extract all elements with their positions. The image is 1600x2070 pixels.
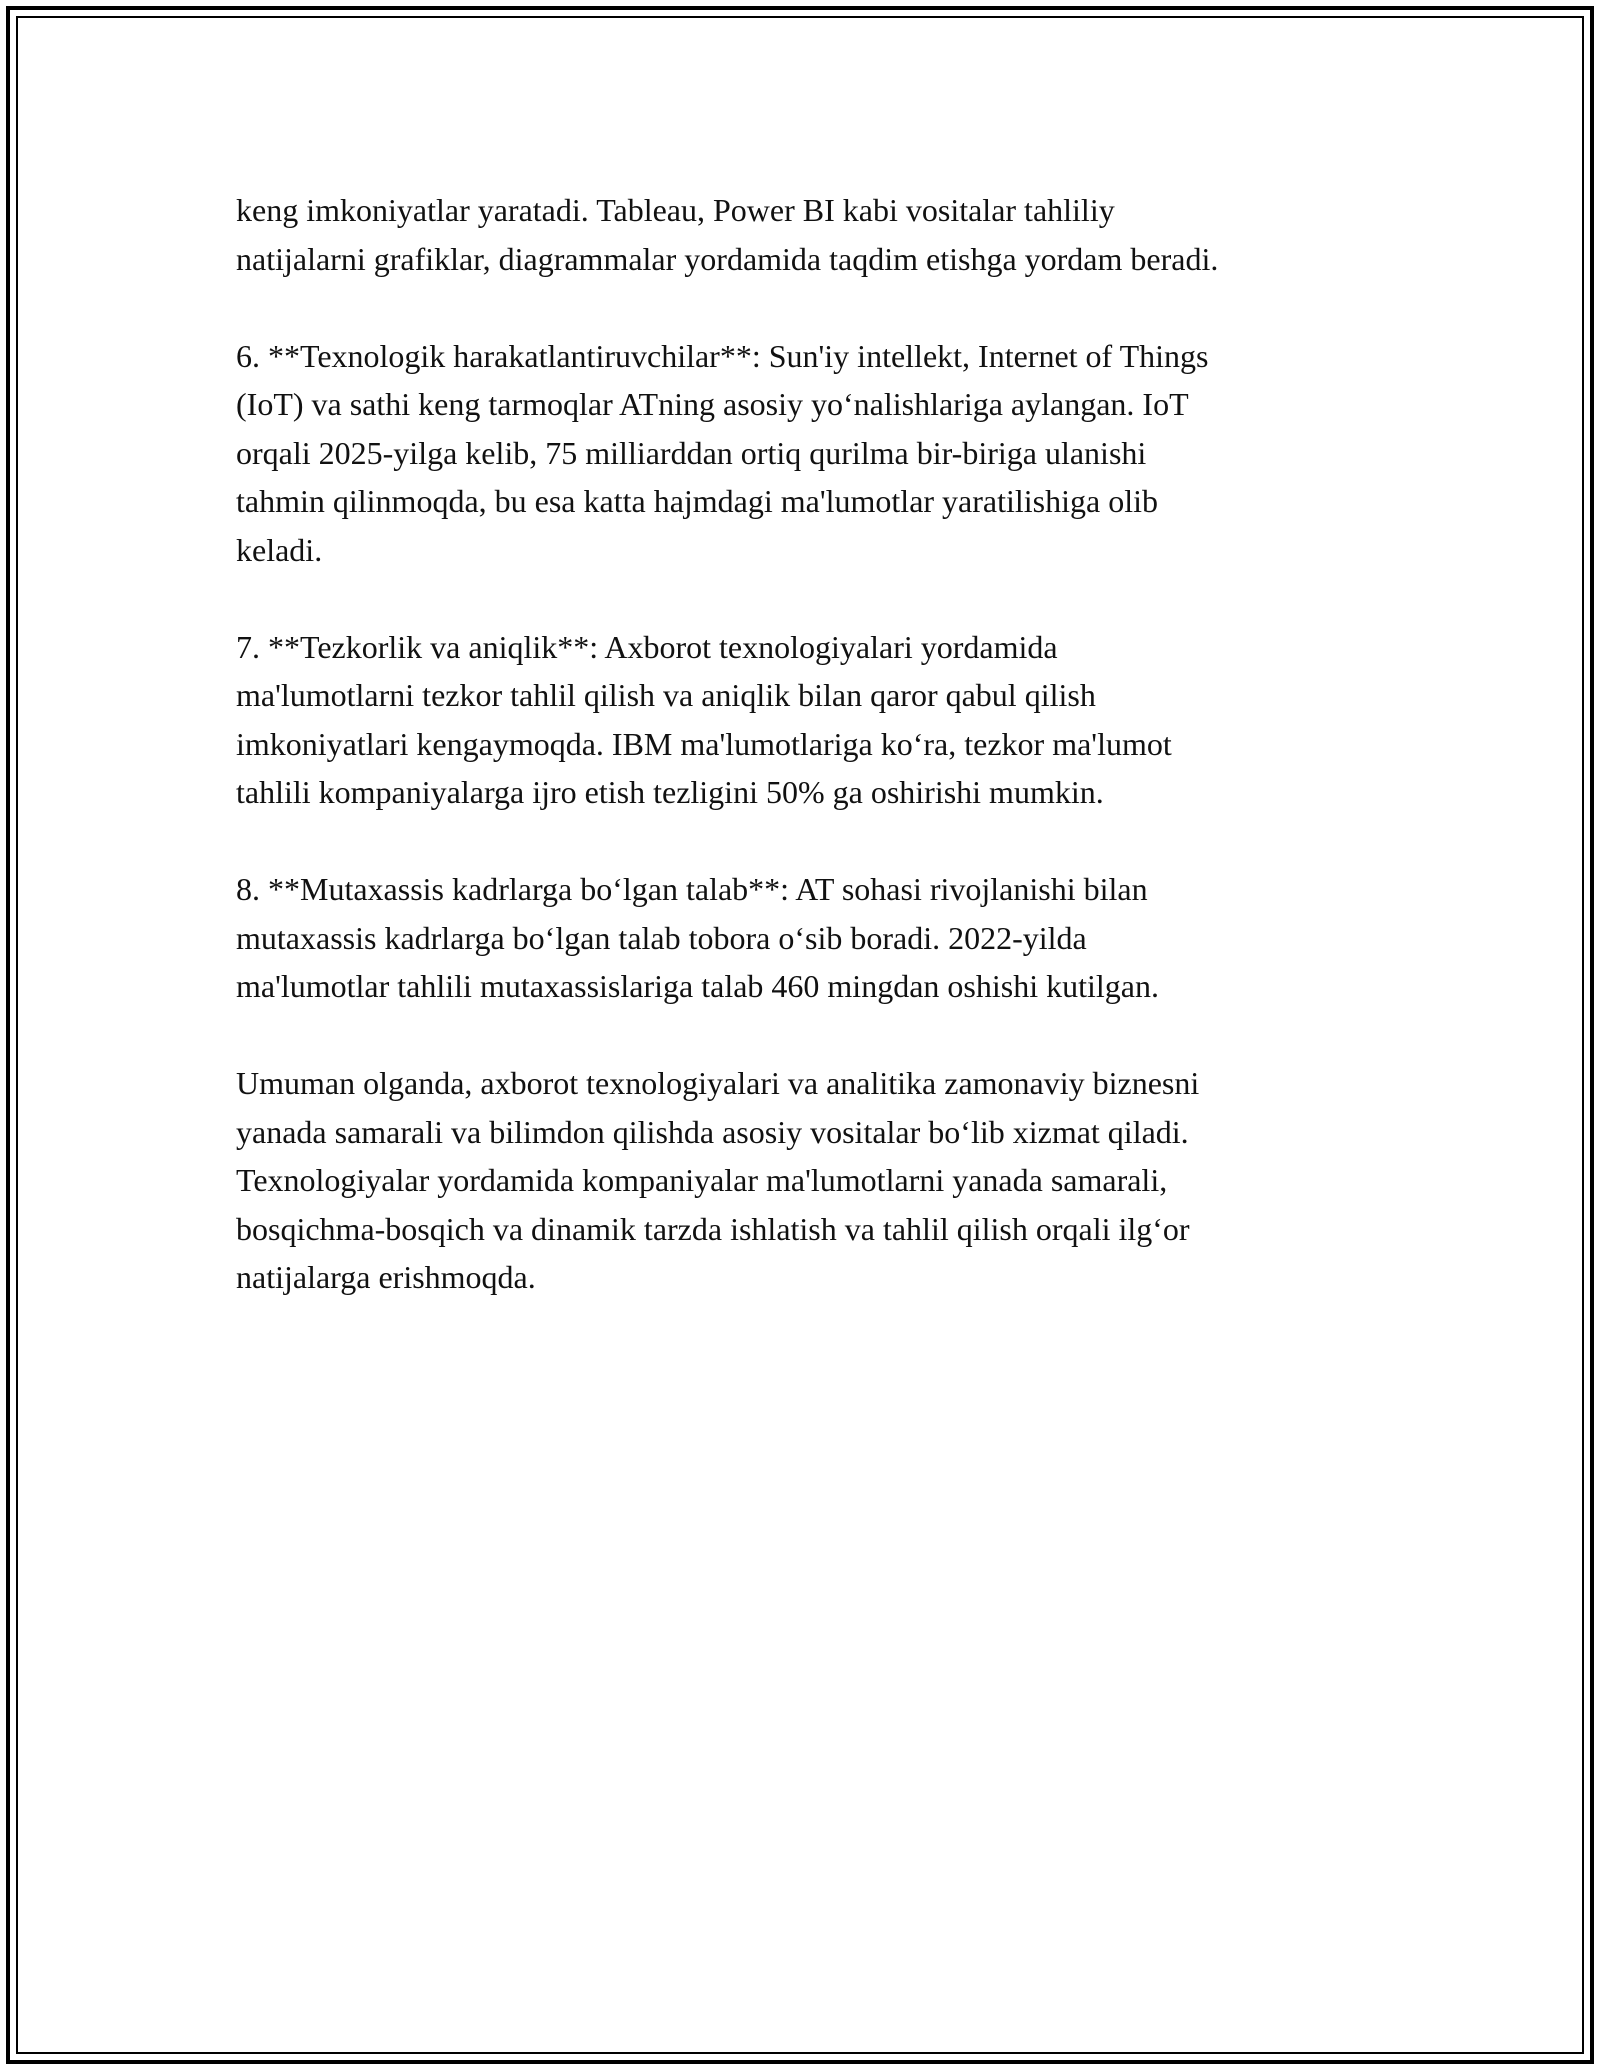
text-line: 8. **Mutaxassis kadrlarga boʻlgan talab**: AT sohasi rivojlanishi bilan (236, 871, 1148, 907)
text-line: 6. **Texnologik harakatlantiruvchilar**: Sun'iy intellekt, Internet of Things (236, 337, 1209, 374)
text-line: (IoT) va sathi keng tarmoqlar ATning asosiy yoʻnalishlariga aylangan. IoT (236, 386, 1189, 422)
text-line: natijalarga erishmoqda. (236, 1259, 536, 1295)
paragraph-conclusion (236, 1059, 1376, 1302)
text-line: tahlili kompaniyalarga ijro etish tezligini 50% ga oshirishi mumkin. (236, 774, 1104, 810)
paragraph-point-8 (236, 865, 1376, 1011)
text-line: imkoniyatlari kengaymoqda. IBM ma'lumotlariga koʻra, tezkor ma'lumot (236, 725, 1172, 762)
paragraph-intro (236, 186, 1376, 283)
text-line: ma'lumotlar tahlili mutaxassislariga talab 460 mingdan oshishi kutilgan. (236, 968, 1159, 1004)
text-line: keng imkoniyatlar yaratadi. Tableau, Power BI kabi vositalar tahliliy (236, 192, 1115, 228)
document-body (236, 186, 1376, 1350)
text-line: Texnologiyalar yordamida kompaniyalar ma'lumotlarni yanada samarali, (236, 1162, 1168, 1198)
text-line: orqali 2025-yilga kelib, 75 milliarddan ortiq qurilma bir-biriga ulanishi (236, 434, 1147, 471)
text-line: ma'lumotlarni tezkor tahlil qilish va aniqlik bilan qaror qabul qilish (236, 677, 1096, 713)
text-line: natijalarni grafiklar, diagrammalar yordamida taqdim etishga yordam beradi. (236, 240, 1219, 277)
paragraph-point-7 (236, 623, 1376, 817)
text-line: mutaxassis kadrlarga boʻlgan talab tobora oʻsib boradi. 2022-yilda (236, 919, 1087, 956)
text-line: tahmin qilinmoqda, bu esa katta hajmdagi ma'lumotlar yaratilishiga olib (236, 483, 1158, 519)
text-line: keladi. (236, 531, 323, 568)
text-line: 7. **Tezkorlik va aniqlik**: Axborot texnologiyalari yordamida (236, 628, 1058, 665)
text-line: Umuman olganda, axborot texnologiyalari va analitika zamonaviy biznesni (236, 1065, 1200, 1101)
paragraph-point-6 (236, 332, 1376, 575)
text-line: bosqichma-bosqich va dinamik tarzda ishlatish va tahlil qilish orqali ilgʻor (236, 1210, 1190, 1247)
text-line: yanada samarali va bilimdon qilishda asosiy vositalar boʻlib xizmat qiladi. (236, 1113, 1189, 1150)
